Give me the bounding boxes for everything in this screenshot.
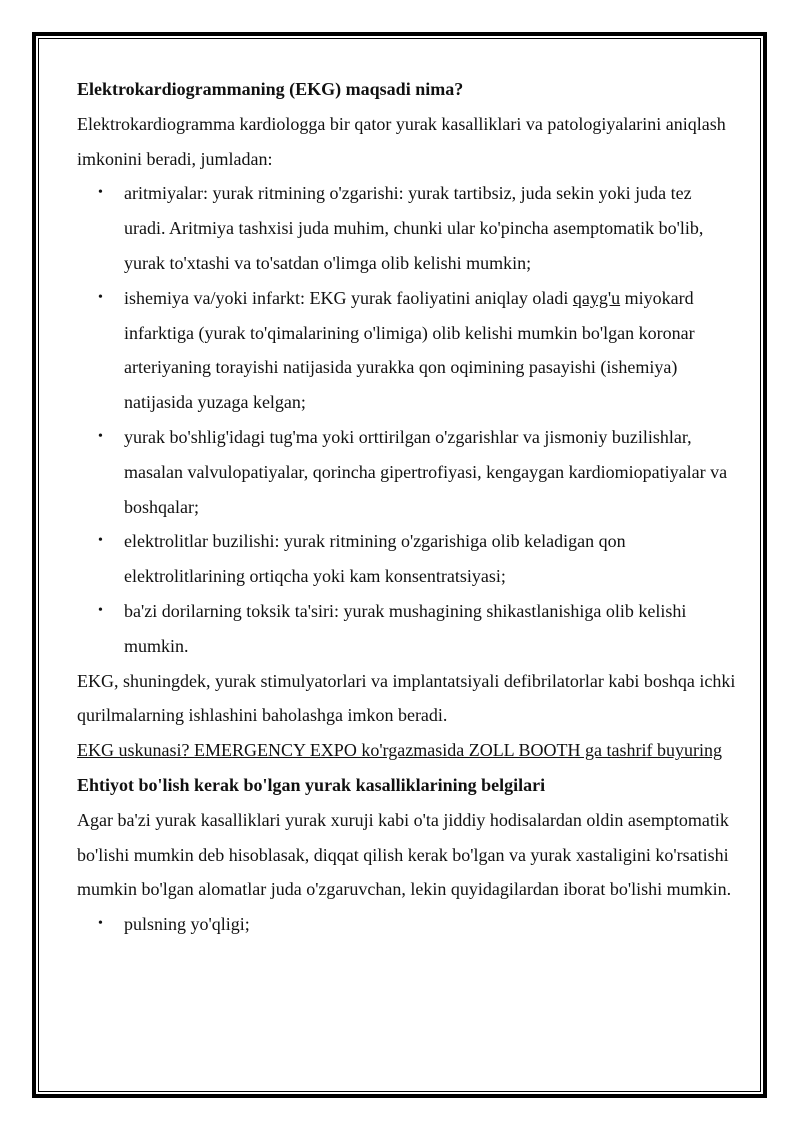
- bullet-icon: •: [98, 289, 103, 305]
- list-item-text-post: miyokard infarktiga (yurak to'qimalarining o'limiga) olib kelishi mumkin bo'lgan koronar arteriyaning torayishi natijasida yurakka qon oqimining pasayishi (ishemiya) natijasida yuzaga kelgan;: [124, 287, 695, 413]
- bullet-icon: •: [98, 533, 103, 549]
- section-heading-symptoms: Ehtiyot bo'lish kerak bo'lgan yurak kasalliklarining belgilari: [77, 774, 546, 795]
- list-item-text: elektrolitlar buzilishi: yurak ritmining o'zgarishiga olib keladigan qon elektrolitlarining ortiqcha yoki kam konsentratsiyasi;: [124, 531, 626, 587]
- list-item-text-pre: ishemiya va/yoki infarkt: EKG yurak faoliyatini aniqlay oladi: [124, 287, 573, 308]
- list-item: [77, 594, 737, 664]
- bullet-icon: •: [98, 185, 103, 201]
- paragraph-symptoms-intro: Agar ba'zi yurak kasalliklari yurak xuruji kabi o'ta jiddiy hodisalardan oldin asemptomatik bo'lishi mumkin deb hisoblasak, diqqat qilish kerak bo'lgan va yurak xastaligini ko'rsatishi mumkin bo'lgan alomatlar juda o'zgaruvchan, lekin quyidagilardan iborat bo'lishi mumkin.: [77, 809, 732, 900]
- bullet-icon: •: [98, 916, 103, 932]
- list-item-text: ba'zi dorilarning toksik ta'siri: yurak mushagining shikastlanishiga olib kelishi mumkin.: [124, 600, 687, 656]
- list-item-text: aritmiyalar: yurak ritmining o'zgarishi: yurak tartibsiz, juda sekin yoki juda tez uradi. Aritmiya tashxisi juda muhim, chunki ular ko'pincha asemptomatik bo'lib, yurak to'xtashi va to'satdan o'limga olib kelishi mumkin;: [124, 183, 704, 273]
- list-item: [77, 281, 737, 420]
- list-item: [77, 176, 737, 280]
- list-item: [77, 907, 737, 942]
- bullet-icon: •: [98, 602, 103, 618]
- bullet-icon: •: [98, 428, 103, 444]
- expo-link[interactable]: EKG uskunasi? EMERGENCY EXPO ko'rgazmasida ZOLL BOOTH ga tashrif buyuring: [77, 740, 722, 761]
- paragraph-intro: Elektrokardiogramma kardiologga bir qator yurak kasalliklari va patologiyalarini aniqlash imkonini beradi, jumladan:: [77, 113, 726, 169]
- list-item: [77, 524, 737, 594]
- underlined-word: qayg'u: [572, 287, 621, 308]
- bullet-list-symptoms: [77, 907, 737, 942]
- list-item-text: pulsning yo'qligi;: [124, 914, 250, 935]
- bullet-list-conditions: [77, 176, 737, 663]
- list-item-text: yurak bo'shlig'idagi tug'ma yoki orttirilgan o'zgarishlar va jismoniy buzilishlar, masalan valvulopatiyalar, qorincha gipertrofiyasi, kengaygan kardiomiopatiyalar va boshqalar;: [124, 426, 728, 517]
- section-heading-ekg-purpose: Elektrokardiogrammaning (EKG) maqsadi nima?: [77, 79, 464, 99]
- paragraph-closing: EKG, shuningdek, yurak stimulyatorlari va implantatsiyali defibrilatorlar kabi boshqa ichki qurilmalarning ishlashini baholashga imkon beradi.: [77, 670, 736, 726]
- document-body: [77, 72, 737, 942]
- list-item: [77, 420, 737, 524]
